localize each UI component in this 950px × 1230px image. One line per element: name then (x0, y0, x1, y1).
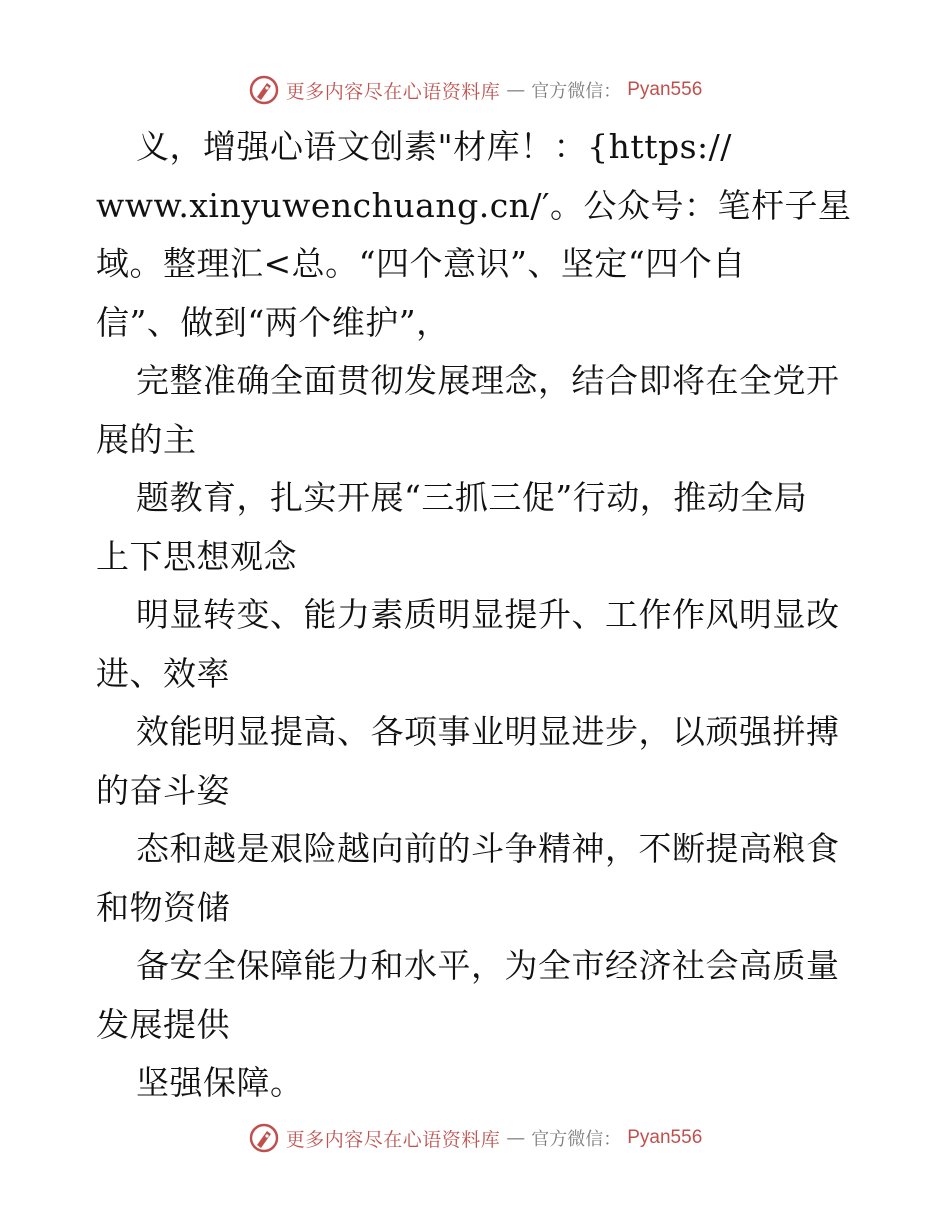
watermark-dash: — (506, 1127, 526, 1149)
paragraph-line: www.xinyuwenchuang.cn/′。公众号：笔杆子星 (96, 185, 852, 225)
paragraph-line: 明显转变、能力素质明显提升、工作作风明显改 (136, 595, 840, 634)
watermark-brand-text: 更多内容尽在心语资料库 (285, 80, 501, 103)
paragraph-line: 完整准确全面贯彻发展理念，结合即将在全党开 (136, 361, 840, 400)
paragraph-line: 义，增强心语文创素"材库！：{https:// (136, 127, 732, 166)
document-body (96, 118, 866, 1113)
paragraph-line: 上下思想观念 (96, 536, 297, 576)
paragraph-line: 坚强保障。 (136, 1063, 304, 1102)
paragraph-line: 进、效率 (96, 653, 230, 693)
paragraph-line: 的奋斗姿 (96, 770, 230, 810)
paragraph-line: 和物资储 (96, 887, 230, 927)
watermark-label: 官方微信： (531, 1129, 622, 1150)
paragraph-line: 展的主 (96, 419, 197, 459)
paragraph-line: 效能明显提高、各项事业明显进步，以顽强拼搏 (136, 712, 840, 751)
paragraph-line: 域。整理汇<总。“四个意识”、坚定“四个自 (96, 244, 746, 283)
pen-nib-circle-icon (248, 74, 280, 106)
footer-watermark (0, 1118, 950, 1158)
watermark-wechat-id: Pyan556 (627, 79, 703, 100)
paragraph-line: 备安全保障能力和水平，为全市经济社会高质量 (136, 946, 840, 985)
header-watermark (0, 70, 950, 110)
watermark-brand-text: 更多内容尽在心语资料库 (285, 1128, 501, 1151)
pen-nib-circle-icon (248, 1122, 280, 1154)
watermark-wechat-id: Pyan556 (627, 1127, 703, 1148)
paragraph-line: 态和越是艰险越向前的斗争精神，不断提高粮食 (136, 829, 840, 868)
watermark-dash: — (506, 79, 526, 101)
watermark-label: 官方微信： (531, 81, 622, 102)
paragraph-line: 题教育，扎实开展“三抓三促”行动，推动全局 (136, 478, 808, 517)
paragraph-line: 发展提供 (96, 1004, 230, 1044)
paragraph-line: 信”、做到“两个维护”， (96, 302, 450, 342)
